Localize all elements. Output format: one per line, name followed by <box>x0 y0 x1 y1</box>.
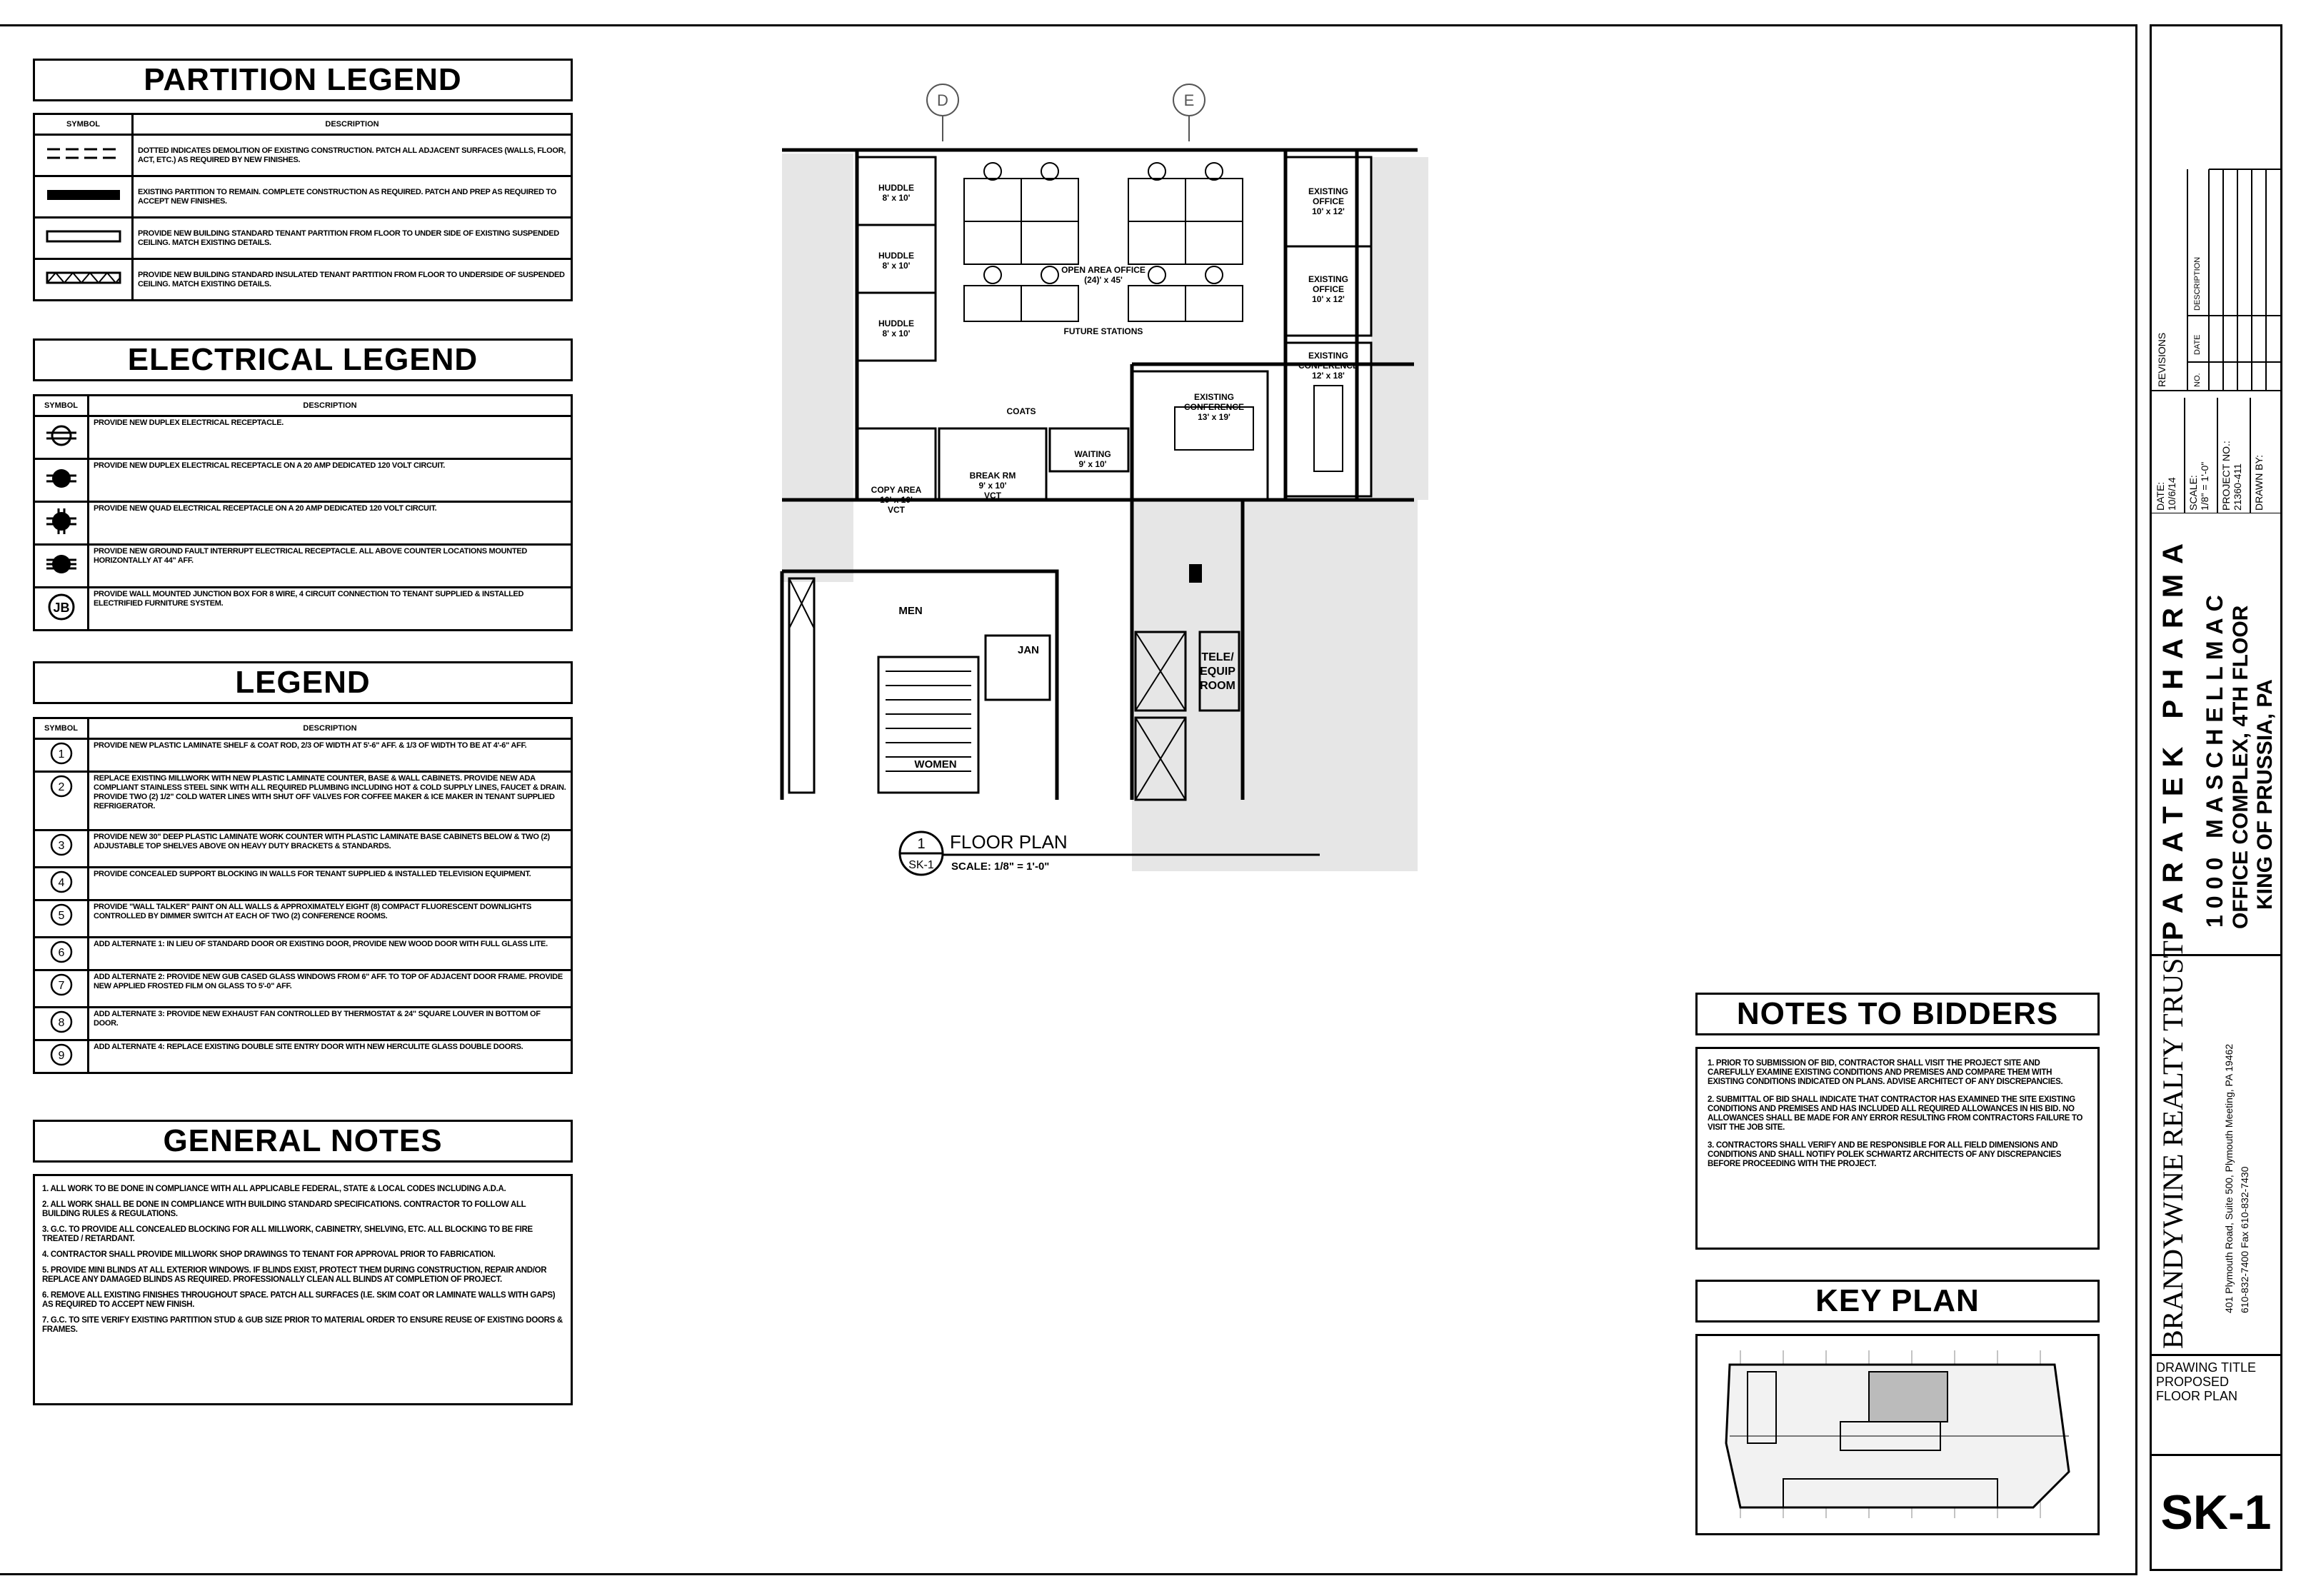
symbol-header: SYMBOL <box>34 396 89 416</box>
legend-number-tag <box>34 830 89 868</box>
symbol-header: SYMBOL <box>34 114 133 135</box>
legend-table <box>33 717 573 1074</box>
room-label: WAITING <box>1074 449 1111 459</box>
list-item: 1. PRIOR TO SUBMISSION OF BID, CONTRACTOR SHALL VISIT THE PROJECT SITE AND CAREFULLY EXAMINE EXISTING CONDITIONS AND PREMISES AND COMPARE THEM WITH EXISTING CONDITIONS INDICATED ON PLANS. ADVISE ARCHITECT OF ANY DISCREPANCIES. <box>1708 1059 2063 1086</box>
drawing-title-label: DRAWING TITLE <box>2156 1360 2257 1375</box>
notes-to-bidders-list <box>1695 1047 2100 1250</box>
electrical-desc-3: PROVIDE NEW QUAD ELECTRICAL RECEPTACLE ON A 20 AMP DEDICATED 120 VOLT CIRCUIT. <box>89 502 572 545</box>
insulated-wall-icon <box>44 267 123 288</box>
sheet-number: SK-1 <box>2160 1485 2272 1540</box>
legend-number: 7 <box>58 980 64 992</box>
partition-legend-table <box>33 113 573 301</box>
legend-number-tag <box>34 1008 89 1040</box>
solid-wall-symbol <box>34 176 133 218</box>
legend-number: 3 <box>58 840 64 852</box>
room-label: EXISTING <box>1193 392 1235 402</box>
junction-box-symbol <box>34 588 89 631</box>
room-label: EXISTING <box>1308 351 1349 361</box>
scale-value: 1/8" = 1'-0" <box>2199 461 2210 511</box>
table-row <box>34 739 572 772</box>
scale-label: SCALE: <box>2187 475 2199 511</box>
gfi-receptacle-symbol <box>34 545 89 588</box>
sheet-number-block <box>2152 1456 2280 1569</box>
company-block <box>2152 940 2280 1356</box>
symbol-header: SYMBOL <box>34 718 89 739</box>
dedicated-receptacle-symbol <box>34 459 89 502</box>
junction-box-icon <box>44 591 79 623</box>
table-row <box>34 868 572 900</box>
project-address-3: KING OF PRUSSIA, PA <box>2253 679 2277 910</box>
legend-title <box>33 661 573 704</box>
number-circle-icon <box>49 833 74 857</box>
description-header: DESCRIPTION <box>133 114 572 135</box>
table-row <box>34 135 572 176</box>
table-row <box>34 218 572 259</box>
list-item: 3. CONTRACTORS SHALL VERIFY AND BE RESPONSIBLE FOR ALL FIELD DIMENSIONS AND CONDITIONS AND SHALL NOTIFY POLEK SCHWARTZ ARCHITECTS OF ANY DISCREPANCIES BEFORE PROCEEDING WITH THE PROJECT. <box>1708 1141 2062 1168</box>
drawing-title-block <box>2152 1356 2280 1456</box>
legend-number-tag <box>34 739 89 772</box>
project-value: 21360-411 <box>2232 463 2243 511</box>
table-row <box>34 259 572 301</box>
revisions-label: REVISIONS <box>2156 332 2167 387</box>
partition-desc-4: PROVIDE NEW BUILDING STANDARD INSULATED TENANT PARTITION FROM FLOOR TO UNDERSIDE OF SUSPENDED CEILING. MATCH EXISTING DETAILS. <box>133 259 572 301</box>
stairs-elevators <box>789 578 1185 800</box>
room-label: EXISTING <box>1308 274 1349 284</box>
legend-desc: ADD ALTERNATE 3: PROVIDE NEW EXHAUST FAN CONTROLLED BY THERMOSTAT & 24" SQUARE LOUVER IN BOTTOM OF DOOR. <box>89 1008 572 1040</box>
room-label: HUDDLE <box>878 318 914 328</box>
quad-receptacle-icon <box>44 507 79 536</box>
room-label: MEN <box>898 605 923 617</box>
list-item: 2. SUBMITTAL OF BID SHALL INDICATE THAT CONTRACTOR HAS EXAMINED THE SITE EXISTING CONDITIONS AND PREMISES AND HAS INCLUDED ALL REQUIRED ALLOWANCES IN HIS BID. NO ALLOWANCES SHALL BE MADE FOR ANY ERROR RESULTING FROM CONTRACTORS FAILURE TO VISIT THE JOB SITE. <box>1708 1095 2083 1132</box>
list-item: 2. ALL WORK SHALL BE DONE IN COMPLIANCE WITH BUILDING STANDARD SPECIFICATIONS. CONTRACTOR TO FOLLOW ALL BUILDING RULES & REGULATIONS. <box>42 1200 526 1218</box>
table-row <box>34 830 572 868</box>
open-wall-symbol <box>34 218 133 259</box>
room-label: BREAK RM <box>969 471 1016 481</box>
caption-sheet: SK-1 <box>908 859 934 871</box>
table-row <box>34 502 572 545</box>
legend-desc: REPLACE EXISTING MILLWORK WITH NEW PLASTIC LAMINATE COUNTER, BASE & WALL CABINETS. PROVIDE NEW ADA COMPLIANT STAINLESS STEEL SINK WITH ALL REQUIRED PLUMBING INCLUDING HOT & COLD SUPPLY LINES, FAUCET & DRAIN. PROVIDE TWO (2) 1/2" COLD WATER LINES WITH SHUT OFF VALVES FOR COFFEE MAKER & ICE MAKER IN TENANT SUPPLIED REFRIGERATOR. <box>89 772 572 830</box>
table-row <box>34 772 572 830</box>
room-dim: 8' x 10' <box>882 261 911 271</box>
floor-plan <box>771 71 1443 893</box>
project-address-2: OFFICE COMPLEX, 4TH FLOOR <box>2229 605 2252 929</box>
legend-desc: PROVIDE NEW 30" DEEP PLASTIC LAMINATE WORK COUNTER WITH PLASTIC LAMINATE BASE CABINETS BELOW & TWO (2) ADJUSTABLE TOP SHELVES ABOVE ON HEAVY DUTY BRACKETS & STANDARDS. <box>89 830 572 868</box>
room-label: CONFERENCE <box>1298 361 1359 371</box>
room-dim: 10' x 12' <box>1312 294 1345 304</box>
electrical-desc-4: PROVIDE NEW GROUND FAULT INTERRUPT ELECTRICAL RECEPTACLE. ALL ABOVE COUNTER LOCATIONS MOUNTED HORIZONTALLY AT 44" AFF. <box>89 545 572 588</box>
adjacent-space-west <box>782 154 853 582</box>
rev-date-header: DATE <box>2193 334 2202 355</box>
key-plan-diagram <box>1698 1336 2097 1533</box>
legend-number-tag <box>34 868 89 900</box>
key-plan-box <box>1695 1334 2100 1535</box>
room-dim: 10' x 12' <box>1312 206 1345 216</box>
revisions-grid <box>2152 26 2280 513</box>
junction-box-label: JB <box>52 601 70 615</box>
key-plan-tenant-area <box>1869 1372 1947 1422</box>
general-notes-list <box>33 1174 573 1405</box>
electrical-legend-title <box>33 338 573 381</box>
grid-label-e: E <box>1183 91 1195 109</box>
room-label: HUDDLE <box>878 251 914 261</box>
number-circle-icon <box>49 1010 74 1034</box>
room-label: OFFICE <box>1313 284 1344 294</box>
notes-to-bidders-title <box>1695 993 2100 1035</box>
list-item: 7. G.C. TO SITE VERIFY EXISTING PARTITION STUD & GUB SIZE PRIOR TO MATERIAL ORDER TO ENSURE REUSE OF EXISTING DOORS & FRAMES. <box>42 1316 563 1334</box>
legend-number-tag <box>34 970 89 1008</box>
column <box>1189 564 1202 583</box>
dashed-line-symbol <box>34 135 133 176</box>
table-row <box>34 1040 572 1073</box>
legend-number: 9 <box>58 1050 64 1062</box>
table-row <box>34 545 572 588</box>
room-dim: 8' x 10' <box>882 193 911 203</box>
key-plan-title <box>1695 1280 2100 1323</box>
table-row <box>34 900 572 938</box>
partition-legend-title <box>33 59 573 101</box>
electrical-desc-2: PROVIDE NEW DUPLEX ELECTRICAL RECEPTACLE ON A 20 AMP DEDICATED 120 VOLT CIRCUIT. <box>89 459 572 502</box>
legend-number: 6 <box>58 947 64 959</box>
legend-number: 1 <box>58 748 64 761</box>
room-label: OFFICE <box>1313 196 1344 206</box>
room-label: OPEN AREA OFFICE <box>1061 265 1146 275</box>
electrical-legend-header <box>34 396 572 416</box>
partition-legend-header <box>34 114 572 135</box>
table-row <box>34 459 572 502</box>
electrical-desc-5: PROVIDE WALL MOUNTED JUNCTION BOX FOR 8 WIRE, 4 CIRCUIT CONNECTION TO TENANT SUPPLIED & INSTALLED ELECTRIFIED FURNITURE SYSTEM. <box>89 588 572 631</box>
description-header: DESCRIPTION <box>89 396 572 416</box>
room-dim: 9' x 10' <box>1078 459 1107 469</box>
partition-desc-2: EXISTING PARTITION TO REMAIN. COMPLETE CONSTRUCTION AS REQUIRED. PATCH AND PREP AS REQUIRED TO ACCEPT NEW FINISHES. <box>133 176 572 218</box>
project-label: PROJECT NO.: <box>2220 441 2232 511</box>
duplex-receptacle-symbol <box>34 416 89 459</box>
legend-number-tag <box>34 938 89 970</box>
dedicated-receptacle-icon <box>44 464 79 493</box>
room-dim: 10' x 10' <box>880 495 913 505</box>
legend-number-tag <box>34 900 89 938</box>
general-notes-title <box>33 1120 573 1163</box>
table-row <box>34 176 572 218</box>
electrical-legend-title-text: ELECTRICAL LEGEND <box>127 342 478 377</box>
legend-desc: ADD ALTERNATE 4: REPLACE EXISTING DOUBLE SITE ENTRY DOOR WITH NEW HERCULITE GLASS DOUBLE DOORS. <box>89 1040 572 1073</box>
partition-desc-3: PROVIDE NEW BUILDING STANDARD TENANT PARTITION FROM FLOOR TO UNDER SIDE OF EXISTING SUSPENDED CEILING. MATCH EXISTING DETAILS. <box>133 218 572 259</box>
legend-desc: ADD ALTERNATE 2: PROVIDE NEW GUB CASED GLASS WINDOWS FROM 6" AFF. TO TOP OF ADJACENT DOOR FRAME. PROVIDE NEW APPLIED FROSTED FILM ON GLASS TO 5'-0" AFF. <box>89 970 572 1008</box>
number-circle-icon <box>49 741 74 766</box>
rev-no-header: NO. <box>2193 373 2202 387</box>
adjacent-space-east <box>1371 157 1428 500</box>
legend-number-tag <box>34 772 89 830</box>
legend-header <box>34 718 572 739</box>
duplex-receptacle-icon <box>44 421 79 450</box>
drawing-title-line-2: FLOOR PLAN <box>2156 1389 2238 1403</box>
legend-desc: ADD ALTERNATE 1: IN LIEU OF STANDARD DOOR OR EXISTING DOOR, PROVIDE NEW WOOD DOOR WITH FULL GLASS LITE. <box>89 938 572 970</box>
general-notes-title-text: GENERAL NOTES <box>163 1123 443 1158</box>
number-circle-icon <box>49 870 74 894</box>
room-label: HUDDLE <box>878 183 914 193</box>
room-label: JAN <box>1017 644 1040 656</box>
key-plan-title-text: KEY PLAN <box>1815 1283 1980 1318</box>
list-item: 3. G.C. TO PROVIDE ALL CONCEALED BLOCKING FOR ALL MILLWORK, CABINETRY, SHELVING, ETC. ALL BLOCKING TO BE FIRE TREATED / RETARDANT. <box>42 1225 533 1243</box>
caption-scale: SCALE: 1/8" = 1'-0" <box>951 860 1050 873</box>
date-label: DATE: <box>2155 481 2166 511</box>
list-item: 1. ALL WORK TO BE DONE IN COMPLIANCE WITH ALL APPLICABLE FEDERAL, STATE & LOCAL CODES INCLUDING A.D.A. <box>42 1185 506 1193</box>
legend-number-tag <box>34 1040 89 1073</box>
solid-wall-icon <box>44 184 123 206</box>
number-circle-icon <box>49 1043 74 1067</box>
list-item: 5. PROVIDE MINI BLINDS AT ALL EXTERIOR WINDOWS. IF BLINDS EXIST, PROTECT THEM DURING CONSTRUCTION, REPAIR AND/OR REPLACE ANY DAMAGED BLINDS AS REQUIRED. PROFESSIONALLY CLEAN ALL BLINDS AT COMPLETION OF PROJECT. <box>42 1266 547 1284</box>
legend-number: 4 <box>58 877 64 889</box>
room-label: TELE/ <box>1201 651 1234 663</box>
list-item: 6. REMOVE ALL EXISTING FINISHES THROUGHOUT SPACE. PATCH ALL SURFACES (I.E. SKIM COAT OR LAMINATE WALLS WITH GAPS) AS REQUIRED TO ACCEPT NEW FINISH. <box>42 1291 556 1309</box>
table-row <box>34 588 572 631</box>
list-item: 4. CONTRACTOR SHALL PROVIDE MILLWORK SHOP DRAWINGS TO TENANT FOR APPROVAL PRIOR TO FABRICATION. <box>42 1250 496 1259</box>
client-name: PARATEK PHARMA <box>2157 533 2189 940</box>
description-header: DESCRIPTION <box>89 718 572 739</box>
insulated-wall-symbol <box>34 259 133 301</box>
notes-to-bidders-title-text: NOTES TO BIDDERS <box>1736 996 2059 1031</box>
drawing-title-line-1: PROPOSED <box>2156 1375 2230 1389</box>
room-label: EXISTING <box>1308 186 1349 196</box>
number-circle-icon <box>49 774 74 798</box>
caption-title: FLOOR PLAN <box>950 831 1068 853</box>
quad-receptacle-symbol <box>34 502 89 545</box>
revisions-table <box>2152 26 2280 513</box>
project-address-1: 1000 MASCHELLMAC <box>2202 588 2227 928</box>
legend-number: 5 <box>58 910 64 922</box>
project-name-block <box>2152 513 2280 956</box>
partition-desc-1: DOTTED INDICATES DEMOLITION OF EXISTING CONSTRUCTION. PATCH ALL ADJACENT SURFACES (WALLS, FLOOR, ACT, ETC.) AS REQUIRED BY NEW FINISHES. <box>133 135 572 176</box>
legend-title-text: LEGEND <box>235 665 371 700</box>
company-name: BRANDYWINE REALTY TRUST <box>2157 940 2189 1349</box>
electrical-desc-1: PROVIDE NEW DUPLEX ELECTRICAL RECEPTACLE. <box>89 416 572 459</box>
room-label: ROOM <box>1200 680 1235 692</box>
partition-legend-title-text: PARTITION LEGEND <box>144 62 462 97</box>
room-label: WOMEN <box>914 758 957 771</box>
adjacent-space-south <box>1132 500 1418 871</box>
grid-label-d: D <box>937 91 948 109</box>
legend-desc: PROVIDE NEW PLASTIC LAMINATE SHELF & COAT ROD, 2/3 OF WIDTH AT 5'-6" AFF. & 1/3 OF WIDTH TO BE AT 4'-6" AFF. <box>89 739 572 772</box>
company-address: 401 Plymouth Road, Suite 500, Plymouth Meeting, PA 19462 <box>2223 1043 2235 1313</box>
caption-number: 1 <box>917 836 926 852</box>
electrical-legend-table <box>33 394 573 631</box>
legend-desc: PROVIDE CONCEALED SUPPORT BLOCKING IN WALLS FOR TENANT SUPPLIED & INSTALLED TELEVISION EQUIPMENT. <box>89 868 572 900</box>
open-wall-icon <box>44 226 123 247</box>
room-label: CONFERENCE <box>1183 402 1245 412</box>
number-circle-icon <box>49 973 74 997</box>
room-label: COATS <box>1006 406 1036 416</box>
gfi-receptacle-icon <box>44 550 79 578</box>
dashed-line-icon <box>44 143 123 164</box>
date-value: 10/6/14 <box>2166 477 2177 511</box>
number-circle-icon <box>49 940 74 964</box>
number-circle-icon <box>49 903 74 927</box>
room-dim: VCT <box>888 505 905 515</box>
room-dim: VCT <box>984 491 1001 501</box>
company-phone: 610-832-7400 Fax 610-832-7430 <box>2239 1166 2250 1313</box>
rev-description-header: DESCRIPTION <box>2193 256 2202 311</box>
table-row <box>34 1008 572 1040</box>
room-label: FUTURE STATIONS <box>1063 326 1143 336</box>
legend-number: 8 <box>58 1017 64 1029</box>
room-dim: 13' x 19' <box>1198 412 1230 422</box>
room-dim: 8' x 10' <box>882 328 911 338</box>
room-label: EQUIP <box>1200 666 1235 678</box>
table-row <box>34 938 572 970</box>
room-dim: 12' x 18' <box>1312 371 1345 381</box>
room-dim: 9' x 10' <box>978 481 1007 491</box>
table-row <box>34 416 572 459</box>
title-block <box>2150 24 2282 1571</box>
table-row <box>34 970 572 1008</box>
legend-number: 2 <box>58 781 64 793</box>
drawn-by-label: DRAWN BY: <box>2253 454 2265 511</box>
room-dim: (24)' x 45' <box>1084 275 1123 285</box>
legend-desc: PROVIDE "WALL TALKER" PAINT ON ALL WALLS & APPROXIMATELY EIGHT (8) COMPACT FLUORESCENT DOWNLIGHTS CONTROLLED BY DIMMER SWITCH AT EACH OF TWO (2) CONFERENCE ROOMS. <box>89 900 572 938</box>
room-label: COPY AREA <box>871 485 922 495</box>
